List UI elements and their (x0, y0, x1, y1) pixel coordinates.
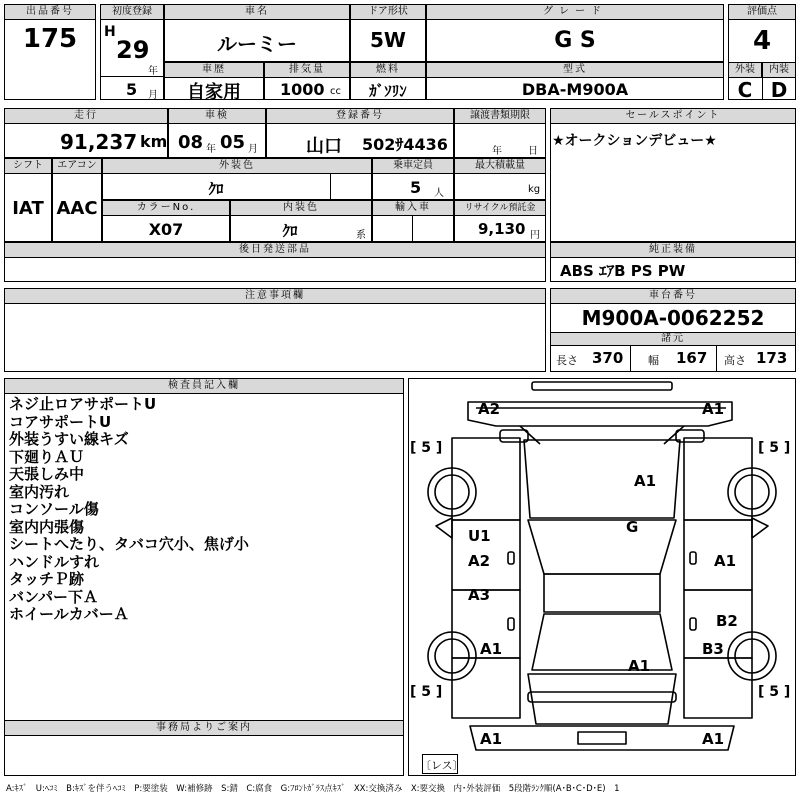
inspection-year: 08 (178, 132, 204, 153)
tire-rear-right: [ 5 ] (758, 684, 791, 700)
mark-rear-bumper-left: A1 (480, 730, 503, 748)
grade-header: グレード (426, 4, 724, 20)
recycle-header: リサイクル預託金 (454, 200, 546, 216)
chassis-header: 車台番号 (550, 288, 796, 304)
ext-color-header: 外装色 (102, 158, 372, 174)
spec-length-label: 長さ (556, 354, 578, 367)
spec-height-label: 高さ (724, 354, 746, 367)
door-header: ドア形状 (350, 4, 426, 20)
mileage: 91,237 (60, 130, 138, 154)
mark-left-rear-door: A3 (468, 586, 491, 604)
era-letter: H (104, 24, 116, 40)
office-divider (4, 720, 404, 721)
transfer-year-unit: 年 (492, 146, 502, 157)
int-color-header: 内装色 (230, 200, 372, 216)
door-type: 5W (370, 28, 406, 52)
tire-front-right: [ 5 ] (758, 440, 791, 456)
inspector-note-line: コアサポートU (9, 412, 112, 431)
mileage-header: 走行 (4, 108, 168, 124)
notes-cell (4, 288, 546, 372)
plate-number: 502ｻ4436 (362, 135, 448, 154)
sales-point: ★オークションデビュー★ (552, 133, 717, 149)
aircon-header: エアコン (52, 158, 102, 174)
max-load-header: 最大積載量 (454, 158, 546, 174)
model-header: 型式 (426, 62, 724, 78)
fuel-header: 燃料 (350, 62, 426, 78)
ext-color-divider (330, 174, 331, 200)
shift: IAT (12, 198, 44, 219)
office-header: 事務局よりご案内 (4, 720, 404, 736)
transfer-header: 譲渡書類期限 (454, 108, 546, 124)
rear-label: 〔レス〕 (420, 759, 464, 772)
mark-roof-rear: A1 (628, 657, 651, 675)
transfer-day-unit: 日 (528, 146, 538, 157)
spec-divider-2 (716, 346, 717, 372)
int-color: ｸﾛ (282, 222, 298, 240)
max-load-unit: kg (528, 184, 541, 195)
first-reg-header: 初度登録 (100, 4, 164, 20)
spec-divider-1 (630, 346, 631, 372)
model-code: DBA-M900A (521, 80, 629, 99)
aircon: AAC (56, 198, 98, 219)
mark-left-front-door: A2 (468, 552, 491, 570)
plate-region: 山口 (306, 136, 342, 157)
interior-score: D (770, 78, 788, 102)
mark-hood: A1 (634, 472, 657, 490)
inspector-note-line: 室内汚れ (9, 482, 70, 501)
mileage-unit: km (140, 132, 168, 151)
mark-front-bumper-right: A1 (702, 400, 725, 418)
inspector-note-line: 外装うすい線キズ (9, 430, 129, 448)
color-no-header: カラーNo. (102, 200, 230, 216)
later-parts-header: 後日発送部品 (4, 242, 546, 258)
mark-left-fender: U1 (468, 527, 491, 545)
import-cell (372, 200, 454, 242)
tire-front-left: [ 5 ] (410, 440, 443, 456)
import-header: 輸入車 (372, 200, 454, 216)
mark-right-front-door: A1 (714, 552, 737, 570)
recycle-unit: 円 (530, 230, 540, 241)
inspector-note-line: 室内内張傷 (9, 517, 85, 536)
first-reg-divider (100, 76, 164, 77)
mark-right-rear-door: B2 (716, 612, 738, 630)
specs-header: 諸元 (550, 332, 796, 346)
history: 自家用 (187, 82, 241, 103)
displacement-unit: cc (330, 86, 341, 97)
inspector-notes-list (9, 396, 401, 624)
inspector-note-line: バンパー下Ａ (9, 587, 98, 606)
mark-front-bumper-left: A2 (478, 400, 501, 418)
shift-header: シフト (4, 158, 52, 174)
legend: A:ｷｽﾞ U:ﾍｺﾐ B:ｷｽﾞを伴うﾍｺﾐ P:要塗装 W:補修跡 S:錆 C:腐食 G:ﾌﾛﾝﾄｶﾞﾗｽ点ｷｽﾞ XX:交換済み X:要交換 内･外装評価 5段階ﾗﾝｸ順(A･B･C･D･E) 1 (6, 784, 620, 794)
inspector-note-line: 天張しみ中 (9, 465, 85, 483)
inspection-month-unit: 月 (248, 144, 258, 155)
spec-length: 370 (592, 349, 624, 367)
mark-windshield: G (626, 518, 639, 536)
car-name-header: 車名 (164, 4, 350, 20)
exterior-header: 外装 (728, 62, 762, 78)
exterior-score: C (737, 78, 753, 102)
displacement: 1000 (280, 80, 325, 99)
plate-header: 登録番号 (266, 108, 454, 124)
chassis-number: M900A-0062252 (581, 306, 765, 330)
inspector-note-line: コンソール傷 (9, 500, 99, 518)
mark-right-quarter: B3 (702, 640, 724, 658)
first-reg-month: 5 (126, 80, 138, 99)
capacity-unit: 人 (434, 188, 444, 199)
import-divider (412, 216, 413, 242)
ext-color: ｸﾛ (208, 180, 224, 198)
recycle: 9,130 (478, 220, 526, 238)
first-reg-month-unit: 月 (148, 90, 158, 101)
displacement-header: 排気量 (264, 62, 350, 78)
mark-left-quarter: A1 (480, 640, 503, 658)
color-no: X07 (148, 220, 184, 239)
inspector-note-line: シートへたり、タバコ穴小、焦げ小 (9, 535, 249, 553)
score: 4 (752, 26, 772, 56)
history-header: 車歴 (164, 62, 264, 78)
notes-header: 注意事項欄 (4, 288, 546, 304)
capacity-header: 乗車定員 (372, 158, 454, 174)
inspection-year-unit: 年 (206, 144, 216, 155)
inspector-note-line: ネジ止ロアサポートU (9, 395, 157, 413)
fuel: ｶﾞｿﾘﾝ (369, 82, 407, 100)
sales-point-cell (550, 108, 796, 242)
spec-width-label: 幅 (648, 354, 659, 367)
capacity: 5 (410, 178, 422, 197)
tire-rear-left: [ 5 ] (410, 684, 443, 700)
score-header: 評価点 (728, 4, 796, 20)
grade: G S (554, 28, 596, 53)
inspector-note-line: タッチＰ跡 (9, 570, 85, 588)
inspector-note-line: ハンドルすれ (9, 552, 100, 571)
int-color-unit: 系 (356, 230, 366, 241)
lot-number: 175 (22, 24, 78, 54)
first-reg-year-unit: 年 (148, 66, 158, 77)
inspector-header: 検査員記入欄 (4, 378, 404, 394)
genuine-header: 純正装備 (550, 242, 796, 258)
spec-width: 167 (676, 349, 708, 367)
inspection-month: 05 (220, 132, 246, 153)
sales-point-header: セールスポイント (550, 108, 796, 124)
car-diagram (408, 378, 796, 776)
genuine-equipment: ABS ｴｱB PS PW (560, 262, 686, 280)
first-reg-year: 29 (116, 36, 150, 64)
spec-height: 173 (756, 349, 788, 367)
inspector-note-line: 下廻りＡＵ (9, 447, 85, 466)
inspection-header: 車検 (168, 108, 266, 124)
inspector-note-line: ホイールカバーＡ (9, 605, 129, 623)
mark-rear-bumper-right: A1 (702, 730, 725, 748)
lot-number-header: 出品番号 (4, 4, 96, 20)
car-name: ルーミー (217, 32, 297, 56)
interior-header: 内装 (762, 62, 796, 78)
later-parts-cell (4, 242, 546, 282)
